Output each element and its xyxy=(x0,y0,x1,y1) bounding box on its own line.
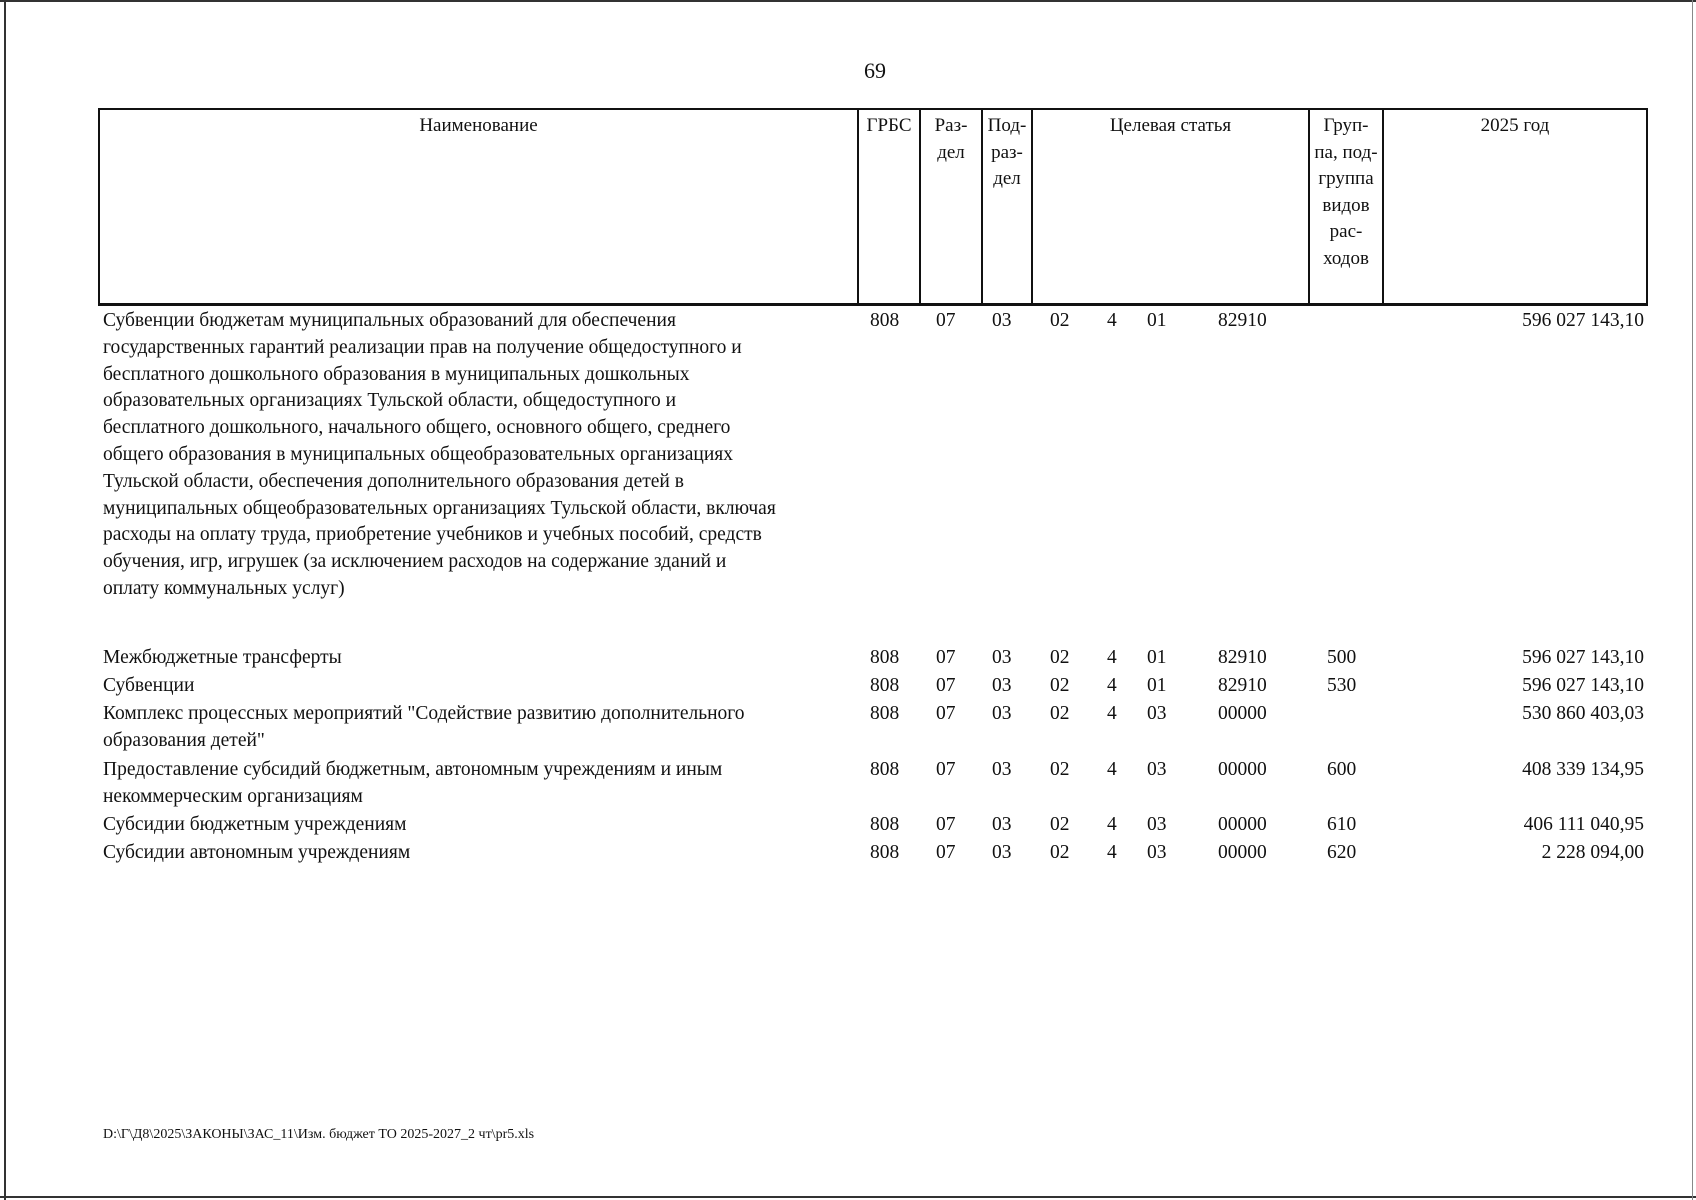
header-vr xyxy=(1310,110,1382,303)
row-razdel: 07 xyxy=(936,703,956,724)
row-target-element: 03 xyxy=(1147,759,1167,780)
row-razdel: 07 xyxy=(936,759,956,780)
row-expense-type: 600 xyxy=(1327,759,1357,780)
row-target-direction: 00000 xyxy=(1218,842,1267,863)
row-name xyxy=(103,840,863,867)
row-expense-type: 530 xyxy=(1327,675,1357,696)
row-name-line: некоммерческим организациям xyxy=(103,785,363,807)
row-name xyxy=(103,812,863,839)
header-name xyxy=(100,110,857,303)
row-podrazdel: 03 xyxy=(992,814,1012,835)
header-podrazdel-line: раз- xyxy=(991,141,1023,163)
row-target-element: 01 xyxy=(1147,310,1167,331)
header-podrazdel-line: дел xyxy=(993,168,1021,189)
row-name-line: Комплекс процессных мероприятий "Содействие развитию дополнительного xyxy=(103,703,745,724)
header-grbs xyxy=(859,110,919,303)
header-razdel-line: дел xyxy=(937,141,965,163)
row-grbs: 808 xyxy=(870,647,900,668)
row-name xyxy=(103,645,863,672)
footer-file-path: D:\Г\Д8\2025\ЗАКОНЫ\ЗАС_11\Изм. бюджет ТО 2025-2027_2 чт\pr5.xls xyxy=(103,1127,535,1142)
header-razdel xyxy=(921,110,981,303)
row-name-line: образовательных организациях Тульской области, общедоступного и xyxy=(103,390,677,412)
row-name xyxy=(103,308,863,603)
row-target-program: 02 xyxy=(1050,647,1070,668)
row-target-program: 02 xyxy=(1050,703,1070,724)
row-name-line: Субвенции бюджетам муниципальных образований для обеспечения xyxy=(103,310,676,331)
row-target-type: 4 xyxy=(1107,814,1117,835)
header-vr-line: рас- xyxy=(1329,221,1363,242)
row-name-line: государственных гарантий реализации прав на получение общедоступного и xyxy=(103,336,742,358)
page-frame-bottom xyxy=(0,1196,1696,1198)
row-target-type: 4 xyxy=(1107,842,1117,863)
row-name-line: бесплатного дошкольного, начального общего, основного общего, среднего xyxy=(103,417,731,439)
header-vr-line: па, под- xyxy=(1314,141,1378,163)
row-target-program: 02 xyxy=(1050,310,1070,331)
row-name xyxy=(103,757,863,811)
row-podrazdel: 03 xyxy=(992,842,1012,863)
row-expense-type: 610 xyxy=(1327,814,1357,835)
row-grbs: 808 xyxy=(870,759,900,780)
row-amount: 596 027 143,10 xyxy=(1522,647,1644,668)
row-name-line: Субсидии автономным учреждениям xyxy=(103,842,411,863)
row-grbs: 808 xyxy=(870,814,900,835)
row-target-type: 4 xyxy=(1107,310,1117,331)
header-target-label: Целевая статья xyxy=(1109,115,1232,136)
header-razdel-line: Раз- xyxy=(934,115,968,136)
page-frame-left xyxy=(4,0,6,1200)
row-target-element: 03 xyxy=(1147,842,1167,863)
row-amount: 408 339 134,95 xyxy=(1522,759,1644,780)
header-vr-line: ходов xyxy=(1323,247,1369,269)
row-name-line: общего образования в муниципальных общеобразовательных организациях xyxy=(103,443,733,465)
row-target-direction: 82910 xyxy=(1218,310,1267,331)
row-expense-type: 500 xyxy=(1327,647,1357,668)
row-target-program: 02 xyxy=(1050,842,1070,863)
row-target-type: 4 xyxy=(1107,675,1117,696)
row-podrazdel: 03 xyxy=(992,703,1012,724)
row-name xyxy=(103,701,863,755)
row-amount: 596 027 143,10 xyxy=(1522,310,1644,331)
row-target-direction: 00000 xyxy=(1218,814,1267,835)
row-razdel: 07 xyxy=(936,647,956,668)
row-razdel: 07 xyxy=(936,842,956,863)
row-name-line: Предоставление субсидий бюджетным, автономным учреждениям и иным xyxy=(103,759,723,780)
page-frame-right xyxy=(1692,0,1693,1200)
row-name xyxy=(103,673,863,700)
row-amount: 406 111 040,95 xyxy=(1523,814,1644,835)
header-target xyxy=(1033,110,1308,303)
row-target-direction: 00000 xyxy=(1218,759,1267,780)
row-target-direction: 00000 xyxy=(1218,703,1267,724)
header-grbs-label: ГРБС xyxy=(866,115,912,136)
row-target-direction: 82910 xyxy=(1218,675,1267,696)
header-name-label: Наименование xyxy=(419,115,538,136)
row-grbs: 808 xyxy=(870,842,900,863)
table-header xyxy=(98,108,1648,306)
row-target-type: 4 xyxy=(1107,703,1117,724)
header-vr-line: видов xyxy=(1322,194,1370,216)
row-expense-type: 620 xyxy=(1327,842,1357,863)
row-name-line: бесплатного дошкольного образования в муниципальных дошкольных xyxy=(103,363,690,385)
row-target-program: 02 xyxy=(1050,675,1070,696)
row-razdel: 07 xyxy=(936,310,956,331)
row-target-element: 03 xyxy=(1147,703,1167,724)
row-amount: 596 027 143,10 xyxy=(1522,675,1644,696)
row-name-line: Субсидии бюджетным учреждениям xyxy=(103,814,407,835)
row-grbs: 808 xyxy=(870,675,900,696)
row-target-program: 02 xyxy=(1050,759,1070,780)
row-target-element: 03 xyxy=(1147,814,1167,835)
row-grbs: 808 xyxy=(870,310,900,331)
row-podrazdel: 03 xyxy=(992,310,1012,331)
row-podrazdel: 03 xyxy=(992,675,1012,696)
header-podrazdel xyxy=(983,110,1031,303)
row-target-type: 4 xyxy=(1107,647,1117,668)
row-razdel: 07 xyxy=(936,675,956,696)
row-target-direction: 82910 xyxy=(1218,647,1267,668)
row-amount: 2 228 094,00 xyxy=(1541,842,1644,863)
row-name-line: оплату коммунальных услуг) xyxy=(103,577,345,599)
row-grbs: 808 xyxy=(870,703,900,724)
row-target-type: 4 xyxy=(1107,759,1117,780)
row-razdel: 07 xyxy=(936,814,956,835)
row-podrazdel: 03 xyxy=(992,647,1012,668)
row-name-line: Межбюджетные трансферты xyxy=(103,647,342,668)
row-name-line: Субвенции xyxy=(103,675,195,696)
row-amount: 530 860 403,03 xyxy=(1522,703,1644,724)
header-vr-line: группа xyxy=(1318,168,1374,189)
page-number: 69 xyxy=(864,58,886,83)
header-vr-line: Груп- xyxy=(1323,115,1369,136)
row-target-program: 02 xyxy=(1050,814,1070,835)
row-podrazdel: 03 xyxy=(992,759,1012,780)
row-name-line: расходы на оплату труда, приобретение учебников и учебных пособий, средств xyxy=(103,524,762,546)
row-target-element: 01 xyxy=(1147,675,1167,696)
header-year-label: 2025 год xyxy=(1480,115,1550,136)
row-name-line: муниципальных общеобразовательных организациях Тульской области, включая xyxy=(103,497,776,519)
header-podrazdel-line: Под- xyxy=(987,115,1027,136)
row-name-line: обучения, игр, игрушек (за исключением расходов на содержание зданий и xyxy=(103,551,727,573)
header-year xyxy=(1384,110,1646,303)
row-name-line: Тульской области, обеспечения дополнительного образования детей в xyxy=(103,470,684,492)
row-target-element: 01 xyxy=(1147,647,1167,668)
row-name-line: образования детей" xyxy=(103,729,265,751)
page-frame-top xyxy=(0,0,1696,2)
